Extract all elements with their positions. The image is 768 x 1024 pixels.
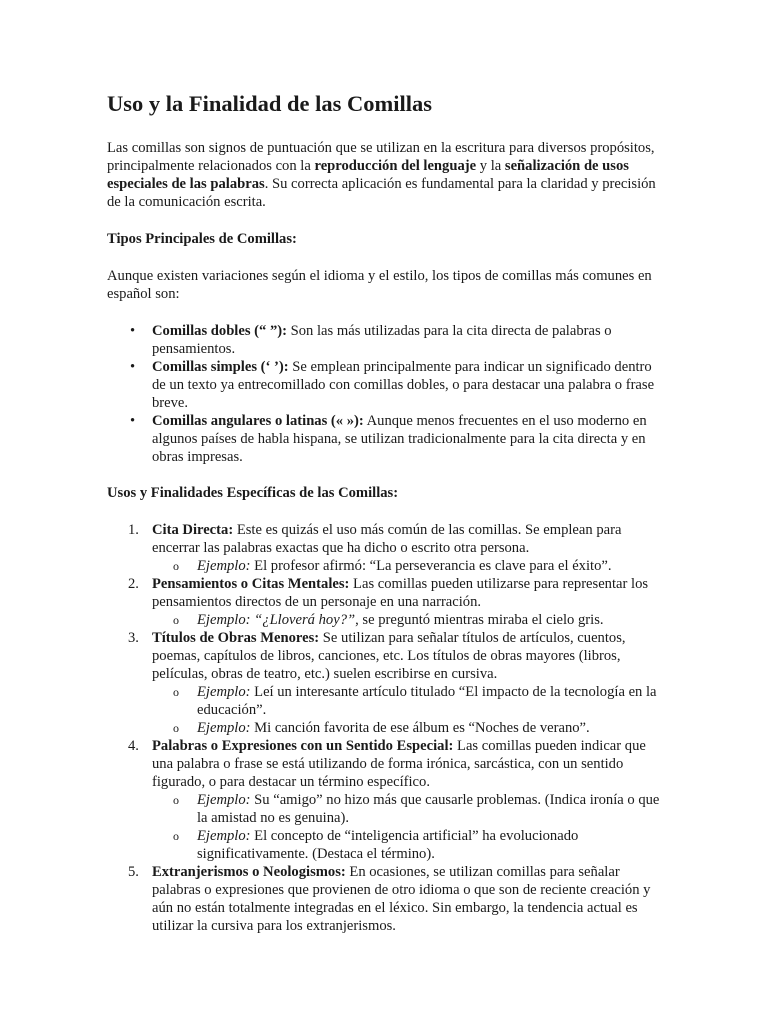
- example-text: El concepto de “inteligencia artificial” ha evolucionado significativamente. (Destaca el término).: [197, 828, 579, 862]
- item-number: 4.: [128, 738, 139, 754]
- document-title: Uso y la Finalidad de las Comillas: [107, 91, 433, 116]
- sub-bullet-marker: o: [173, 685, 179, 699]
- section-heading-tipos: Tipos Principales de Comillas:: [107, 231, 297, 247]
- intro-text-1: Las comillas son signos de puntuación que se utilizan en la escritura para diversos propósitos, principalmente relacionados con la: [107, 140, 655, 174]
- bullet-item-label: Comillas angulares o latinas (« »):: [152, 413, 364, 429]
- intro-bold-2: señalización de usos especiales de las palabras: [107, 158, 629, 192]
- sub-bullet-marker: o: [173, 559, 179, 573]
- numbered-item: [128, 863, 667, 935]
- example-label: Ejemplo:: [197, 558, 251, 574]
- intro-bold-1: reproducción del lenguaje: [314, 158, 477, 174]
- intro-text-2: y la: [476, 158, 505, 174]
- example-list: [152, 611, 667, 629]
- example-list: [152, 557, 667, 575]
- example-item: [173, 557, 667, 575]
- numbered-item-text: Las comillas pueden utilizarse para representar los pensamientos directos de un personaje en una narración.: [152, 576, 649, 610]
- example-text: Su “amigo” no hizo más que causarle problemas. (Indica ironía o que la amistad no es genuina).: [197, 792, 660, 826]
- item-number: 2.: [128, 576, 139, 592]
- numbered-item-text: En ocasiones, se utilizan comillas para señalar palabras o expresiones que provienen de otro idioma o que son de reciente creación y aún no están totalmente integradas en el léxico. Sin embargo, la tendencia actual es utilizar la cursiva para los extranjerismos.: [152, 864, 651, 934]
- example-label: Ejemplo:: [197, 792, 251, 808]
- bullet-item-label: Comillas simples (‘ ’):: [152, 359, 289, 375]
- numbered-item-label: Cita Directa:: [152, 522, 234, 538]
- item-number: 1.: [128, 522, 139, 538]
- example-list: [152, 791, 667, 863]
- numbered-item-label: Pensamientos o Citas Mentales:: [152, 576, 350, 592]
- bullet-item-text: Se emplean principalmente para indicar un significado dentro de un texto ya entrecomillado con comillas dobles, o para destacar una palabra o frase breve.: [152, 359, 655, 411]
- item-number: 5.: [128, 864, 139, 880]
- example-label: Ejemplo:: [197, 612, 251, 628]
- item-number: 3.: [128, 630, 139, 646]
- example-label: Ejemplo:: [197, 828, 251, 844]
- example-label: Ejemplo:: [197, 684, 251, 700]
- example-text-after: , se preguntó mientras miraba el cielo gris.: [355, 612, 604, 628]
- example-text: El profesor afirmó: “La perseverancia es clave para el éxito”.: [250, 558, 612, 574]
- section-heading-usos: Usos y Finalidades Específicas de las Comillas:: [107, 485, 399, 501]
- sub-bullet-marker: o: [173, 613, 179, 627]
- bullet-item: [152, 358, 667, 412]
- section-lead-tipos: Aunque existen variaciones según el idioma y el estilo, los tipos de comillas más comunes en español son:: [107, 268, 652, 302]
- example-label: Ejemplo:: [197, 720, 251, 736]
- numbered-item: [128, 737, 667, 863]
- example-text: Mi canción favorita de ese álbum es “Noches de verano”.: [250, 720, 590, 736]
- bullet-item-label: Comillas dobles (“ ”):: [152, 323, 287, 339]
- numbered-item-label: Extranjerismos o Neologismos:: [152, 864, 346, 880]
- numbered-list-usos: [107, 521, 667, 935]
- example-item: [173, 683, 667, 719]
- example-text: Leí un interesante artículo titulado “El impacto de la tecnología en la educación”.: [197, 684, 657, 718]
- numbered-item: [128, 629, 667, 737]
- sub-bullet-marker: o: [173, 829, 179, 843]
- bullet-item-text: Aunque menos frecuentes en el uso moderno en algunos países de habla hispana, se utilizan tradicionalmente para la cita directa y en obras impresas.: [152, 413, 647, 465]
- numbered-item-text: Las comillas pueden indicar que una palabra o frase se está utilizando de forma irónica, sarcástica, con un sentido figurado, o para destacar un término específico.: [152, 738, 646, 790]
- example-item: [173, 719, 667, 737]
- numbered-item-label: Palabras o Expresiones con un Sentido Especial:: [152, 738, 454, 754]
- bullet-item-text: Son las más utilizadas para la cita directa de palabras o pensamientos.: [152, 323, 612, 357]
- document-page: [107, 88, 667, 935]
- sub-bullet-marker: o: [173, 793, 179, 807]
- sub-bullet-marker: o: [173, 721, 179, 735]
- example-item: [173, 611, 667, 629]
- bullet-item: [152, 322, 667, 358]
- example-item: [173, 791, 667, 827]
- bullet-list-tipos: [107, 322, 667, 466]
- numbered-item-text: Se utilizan para señalar títulos de artículos, cuentos, poemas, capítulos de libros, canciones, etc. Los títulos de obras mayores (libros, películas, obras de teatro, etc.) suelen escribirse en cursiva.: [152, 630, 626, 682]
- bullet-item: [152, 412, 667, 466]
- numbered-item-label: Títulos de Obras Menores:: [152, 630, 320, 646]
- intro-paragraph: [107, 139, 667, 211]
- example-emphasis: “¿Lloverá hoy?”: [254, 612, 356, 628]
- example-item: [173, 827, 667, 863]
- numbered-item-text: Este es quizás el uso más común de las comillas. Se emplean para encerrar las palabras exactas que ha dicho o escrito otra persona.: [152, 522, 622, 556]
- example-list: [152, 683, 667, 737]
- intro-text-3: . Su correcta aplicación es fundamental para la claridad y precisión de la comunicación escrita.: [107, 176, 656, 210]
- numbered-item: [128, 575, 667, 629]
- numbered-item: [128, 521, 667, 575]
